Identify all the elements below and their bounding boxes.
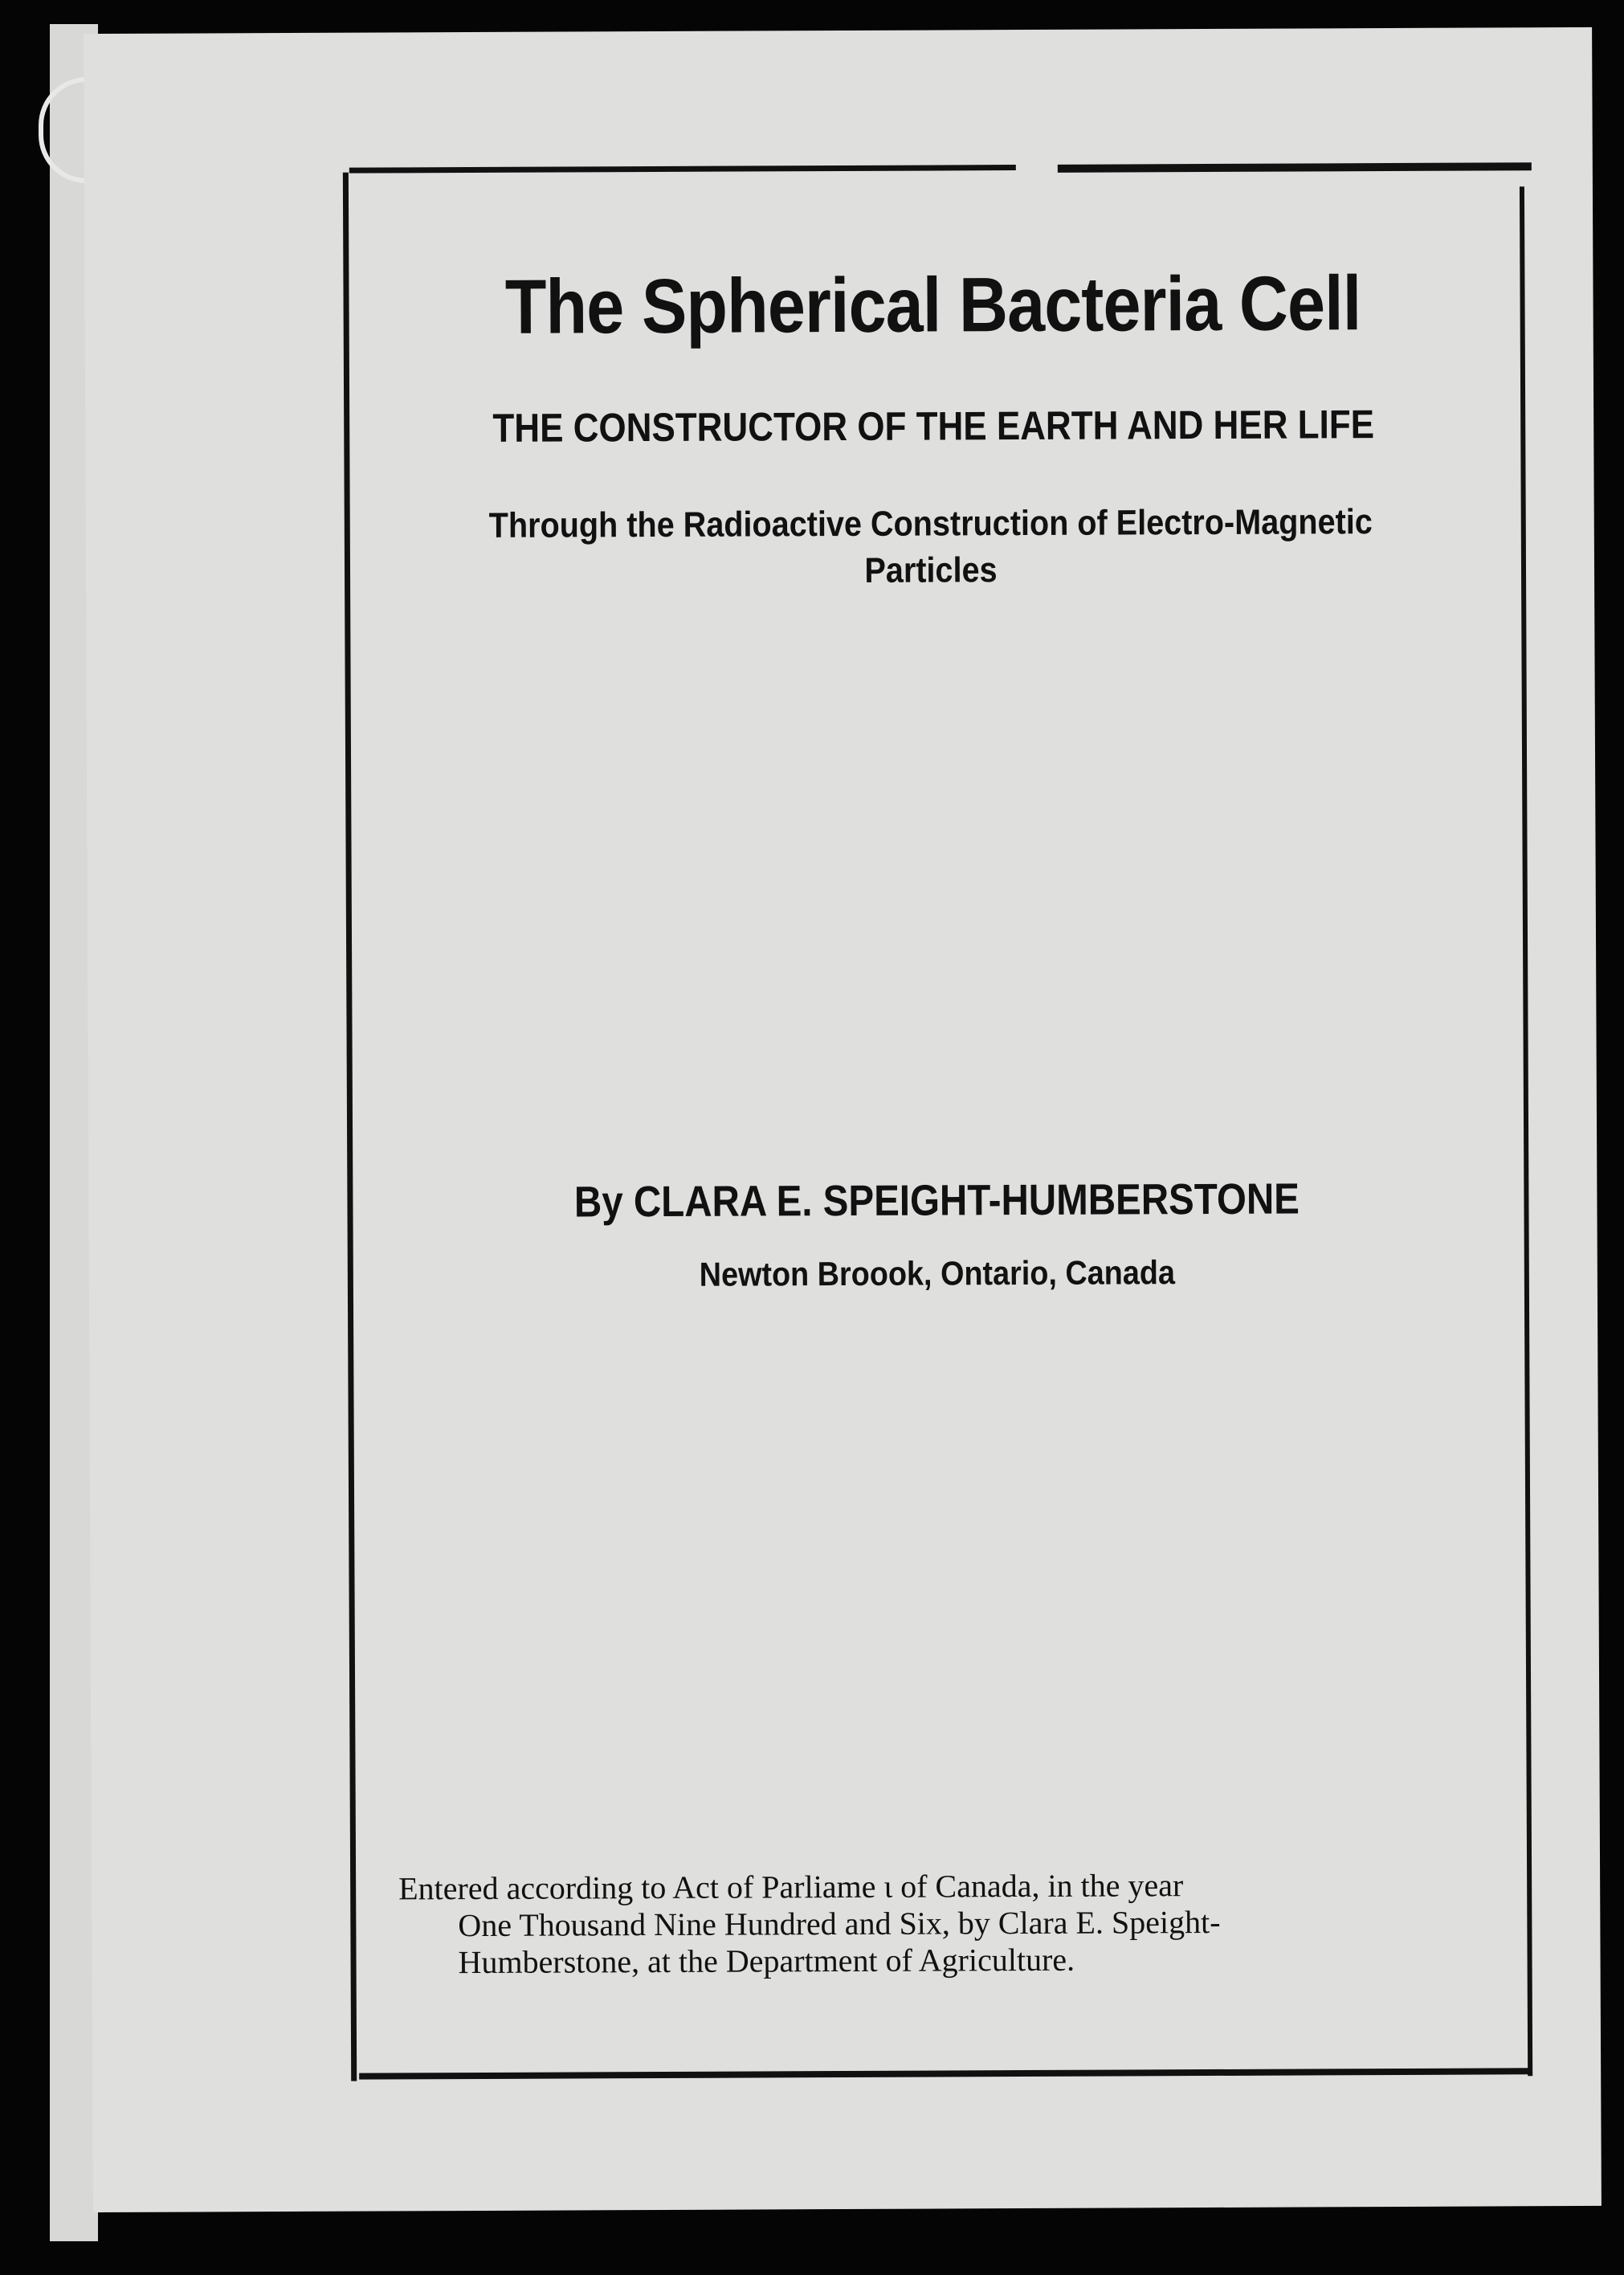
- author-location: Newton Broook, Ontario, Canada: [699, 1253, 1176, 1293]
- border-left-rule: [343, 173, 357, 2081]
- book-secondary-subtitle: Through the Radioactive Construction of Electro-Magnetic Particles: [488, 502, 1373, 590]
- page-border-frame: [343, 162, 1530, 2090]
- copyright-notice: [398, 1865, 1491, 1981]
- copyright-notice-line: Humberstone, at the Department of Agriculture.: [458, 1941, 1075, 1981]
- title-page: [84, 27, 1602, 2212]
- border-right-rule: [1520, 186, 1532, 2076]
- author-line: By CLARA E. SPEIGHT-HUMBERSTONE: [573, 1174, 1300, 1227]
- book-subtitle: THE CONSTRUCTOR OF THE EARTH AND HER LIFE: [492, 402, 1375, 451]
- copyright-notice-line: One Thousand Nine Hundred and Six, by Clara E. Speight-: [458, 1903, 1221, 1944]
- border-bottom-rule: [359, 2068, 1532, 2079]
- copyright-notice-line: Entered according to Act of Parliame ι of Canada, in the year: [398, 1867, 1184, 1907]
- border-top-left-rule: [349, 165, 1016, 174]
- book-title: The Spherical Bacteria Cell: [504, 260, 1361, 350]
- border-top-right-rule: [1058, 162, 1532, 173]
